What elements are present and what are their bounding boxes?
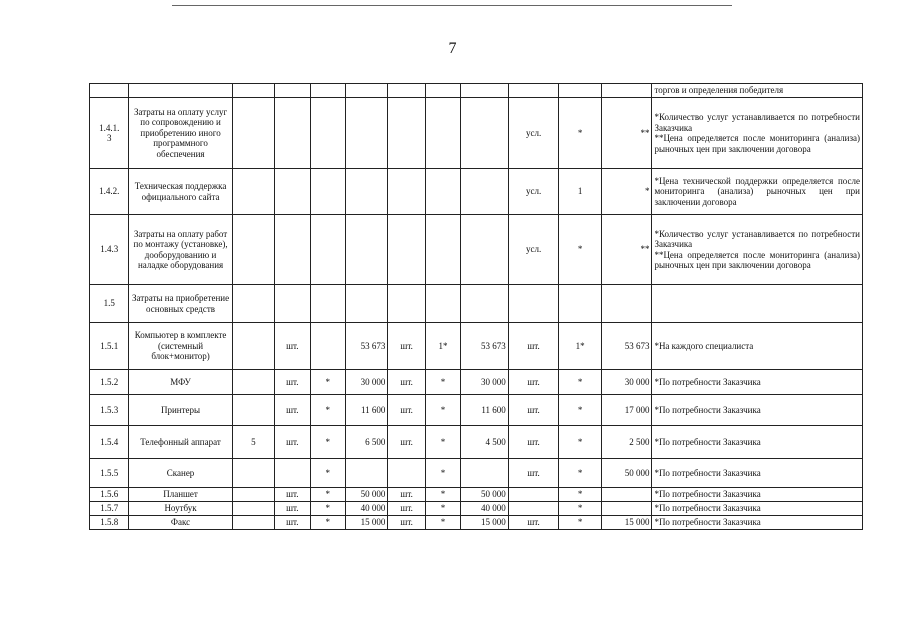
cell-c6 (425, 215, 460, 285)
cell-c3 (310, 285, 345, 323)
cell-c4 (345, 459, 387, 488)
cell-c5 (388, 84, 425, 98)
table-row (90, 516, 863, 530)
cell-name: Затраты на приобретение основных средств (129, 285, 232, 323)
cell-c3 (310, 84, 345, 98)
table-row (90, 98, 863, 169)
cell-c6: * (425, 426, 460, 459)
cell-c7 (461, 215, 509, 285)
cell-c7 (461, 169, 509, 215)
cell-note: *По потребности Заказчика (652, 502, 863, 516)
cell-c6 (425, 285, 460, 323)
cell-c8: шт. (508, 323, 559, 370)
cell-c4: 11 600 (345, 395, 387, 426)
cell-c5 (388, 215, 425, 285)
cell-c7: 15 000 (461, 516, 509, 530)
cell-c5: шт. (388, 488, 425, 502)
cell-c7: 50 000 (461, 488, 509, 502)
cell-c4: 15 000 (345, 516, 387, 530)
cell-c4: 50 000 (345, 488, 387, 502)
cell-c1: 5 (232, 426, 274, 459)
cell-c9 (559, 285, 601, 323)
cell-note: *По потребности Заказчика (652, 459, 863, 488)
cell-c8 (508, 502, 559, 516)
cell-note: *Количество услуг устанавливается по потребности Заказчика **Цена определяется после мониторинга (анализа) рыночных цен при заключении договора (652, 98, 863, 169)
cell-c8: усл. (508, 215, 559, 285)
cell-num: 1.5.6 (90, 488, 129, 502)
cell-c4: 53 673 (345, 323, 387, 370)
cell-note: *По потребности Заказчика (652, 370, 863, 395)
cell-c5 (388, 459, 425, 488)
cell-c4: 40 000 (345, 502, 387, 516)
cell-c4 (345, 169, 387, 215)
cell-c5 (388, 285, 425, 323)
cell-c5: шт. (388, 426, 425, 459)
cell-c4 (345, 215, 387, 285)
cell-num: 1.5 (90, 285, 129, 323)
cell-num: 1.5.3 (90, 395, 129, 426)
cell-c10: 30 000 (601, 370, 652, 395)
cell-num: 1.4.1. 3 (90, 98, 129, 169)
cell-c3 (310, 169, 345, 215)
cell-name: Телефонный аппарат (129, 426, 232, 459)
cell-c3 (310, 98, 345, 169)
cell-c9: * (559, 215, 601, 285)
cell-c8: усл. (508, 98, 559, 169)
cell-c9: * (559, 98, 601, 169)
cell-c6: * (425, 502, 460, 516)
cell-c7: 40 000 (461, 502, 509, 516)
cell-c8: шт. (508, 426, 559, 459)
cell-c3: * (310, 502, 345, 516)
cell-c3: * (310, 488, 345, 502)
cell-name: Планшет (129, 488, 232, 502)
top-rule (172, 5, 732, 6)
table-row (90, 459, 863, 488)
cell-c8 (508, 285, 559, 323)
cell-c2 (275, 285, 310, 323)
cell-c1 (232, 488, 274, 502)
cell-c1 (232, 370, 274, 395)
cell-c9: * (559, 370, 601, 395)
cell-c3: * (310, 516, 345, 530)
cell-c1 (232, 98, 274, 169)
table-row (90, 84, 863, 98)
cell-c8: шт. (508, 516, 559, 530)
cell-c10: 53 673 (601, 323, 652, 370)
cell-c7 (461, 98, 509, 169)
costs-table (89, 83, 863, 530)
cell-c10 (601, 84, 652, 98)
cell-c6 (425, 98, 460, 169)
cell-c1 (232, 459, 274, 488)
cell-c10: ** (601, 98, 652, 169)
cell-name: Компьютер в комплекте (системный блок+монитор) (129, 323, 232, 370)
cell-c7 (461, 84, 509, 98)
cell-c9: * (559, 395, 601, 426)
cell-c7 (461, 459, 509, 488)
cell-num: 1.5.2 (90, 370, 129, 395)
cell-num: 1.5.4 (90, 426, 129, 459)
cell-c1 (232, 285, 274, 323)
cell-c10: 15 000 (601, 516, 652, 530)
cell-name: Затраты на оплату работ по монтажу (установке), дооборудованию и наладке оборудования (129, 215, 232, 285)
cell-c7: 11 600 (461, 395, 509, 426)
cell-c7 (461, 285, 509, 323)
cell-c9 (559, 84, 601, 98)
cell-note: *Цена технической поддержки определяется после мониторинга (анализа) рыночных цен при заключении договора (652, 169, 863, 215)
cell-c7: 53 673 (461, 323, 509, 370)
cell-c3: * (310, 370, 345, 395)
cell-c1 (232, 502, 274, 516)
cell-note: торгов и определения победителя (652, 84, 863, 98)
cell-c8 (508, 84, 559, 98)
cell-c10: 2 500 (601, 426, 652, 459)
cell-c3 (310, 215, 345, 285)
cell-note (652, 285, 863, 323)
cell-num: 1.4.3 (90, 215, 129, 285)
cell-c10: ** (601, 215, 652, 285)
table-row (90, 285, 863, 323)
cell-c9: * (559, 502, 601, 516)
cell-name: Затраты на оплату услуг по сопровождению и приобретению иного программного обеспечения (129, 98, 232, 169)
cell-c6: * (425, 370, 460, 395)
cell-c2 (275, 169, 310, 215)
cell-c8: усл. (508, 169, 559, 215)
cell-c9: * (559, 516, 601, 530)
cell-c4 (345, 285, 387, 323)
table-row (90, 323, 863, 370)
cell-c2: шт. (275, 370, 310, 395)
cell-c9: 1* (559, 323, 601, 370)
cell-c6: * (425, 488, 460, 502)
cell-name: Принтеры (129, 395, 232, 426)
cell-c5: шт. (388, 323, 425, 370)
cell-c4: 30 000 (345, 370, 387, 395)
cell-c10 (601, 502, 652, 516)
cell-c4 (345, 84, 387, 98)
cell-name: Ноутбук (129, 502, 232, 516)
cell-c2 (275, 84, 310, 98)
cell-c2: шт. (275, 323, 310, 370)
cell-num: 1.5.8 (90, 516, 129, 530)
cell-c9: * (559, 459, 601, 488)
cell-c2: шт. (275, 516, 310, 530)
cell-c10 (601, 488, 652, 502)
cell-c2: шт. (275, 502, 310, 516)
cell-c6: * (425, 459, 460, 488)
cell-c8: шт. (508, 395, 559, 426)
cell-c3: * (310, 426, 345, 459)
cell-c4 (345, 98, 387, 169)
cell-note: *По потребности Заказчика (652, 395, 863, 426)
cell-name (129, 84, 232, 98)
cell-c5: шт. (388, 395, 425, 426)
table-row (90, 215, 863, 285)
cell-c9: * (559, 488, 601, 502)
cell-c1 (232, 516, 274, 530)
cell-note: *На каждого специалиста (652, 323, 863, 370)
cell-c3: * (310, 395, 345, 426)
table-row (90, 502, 863, 516)
cell-c2 (275, 98, 310, 169)
cell-num: 1.5.5 (90, 459, 129, 488)
cell-c3 (310, 323, 345, 370)
cell-name: Факс (129, 516, 232, 530)
cell-c10: * (601, 169, 652, 215)
cell-name: Сканер (129, 459, 232, 488)
cell-name: Техническая поддержка официального сайта (129, 169, 232, 215)
cell-c6: * (425, 395, 460, 426)
cell-c7: 30 000 (461, 370, 509, 395)
table-row (90, 370, 863, 395)
cell-c9: * (559, 426, 601, 459)
cell-c1 (232, 215, 274, 285)
cell-note: *По потребности Заказчика (652, 426, 863, 459)
cell-c6 (425, 84, 460, 98)
cell-c1 (232, 395, 274, 426)
cell-num: 1.5.1 (90, 323, 129, 370)
cell-num: 1.5.7 (90, 502, 129, 516)
cell-c6: * (425, 516, 460, 530)
table-row (90, 395, 863, 426)
cell-c5 (388, 98, 425, 169)
cell-name: МФУ (129, 370, 232, 395)
cell-c6: 1* (425, 323, 460, 370)
cell-c2: шт. (275, 395, 310, 426)
cell-c5: шт. (388, 370, 425, 395)
cell-c10 (601, 285, 652, 323)
cell-c5: шт. (388, 502, 425, 516)
table-row (90, 488, 863, 502)
cell-c8: шт. (508, 370, 559, 395)
cell-note: *По потребности Заказчика (652, 488, 863, 502)
table-row (90, 426, 863, 459)
cell-c2 (275, 459, 310, 488)
cell-c5: шт. (388, 516, 425, 530)
cell-c8: шт. (508, 459, 559, 488)
cell-c5 (388, 169, 425, 215)
cell-c1 (232, 84, 274, 98)
cell-note: *Количество услуг устанавливается по потребности Заказчика **Цена определяется после мониторинга (анализа) рыночных цен при заключении договора (652, 215, 863, 285)
cell-c7: 4 500 (461, 426, 509, 459)
cell-c1 (232, 169, 274, 215)
cell-c4: 6 500 (345, 426, 387, 459)
cell-c10: 50 000 (601, 459, 652, 488)
cell-c2: шт. (275, 426, 310, 459)
cell-num (90, 84, 129, 98)
cell-c6 (425, 169, 460, 215)
cell-c3: * (310, 459, 345, 488)
cell-c9: 1 (559, 169, 601, 215)
table-row (90, 169, 863, 215)
page-number: 7 (448, 40, 457, 57)
cell-c8 (508, 488, 559, 502)
cell-c2: шт. (275, 488, 310, 502)
cell-c1 (232, 323, 274, 370)
cell-c2 (275, 215, 310, 285)
cell-c10: 17 000 (601, 395, 652, 426)
cell-note: *По потребности Заказчика (652, 516, 863, 530)
cell-num: 1.4.2. (90, 169, 129, 215)
